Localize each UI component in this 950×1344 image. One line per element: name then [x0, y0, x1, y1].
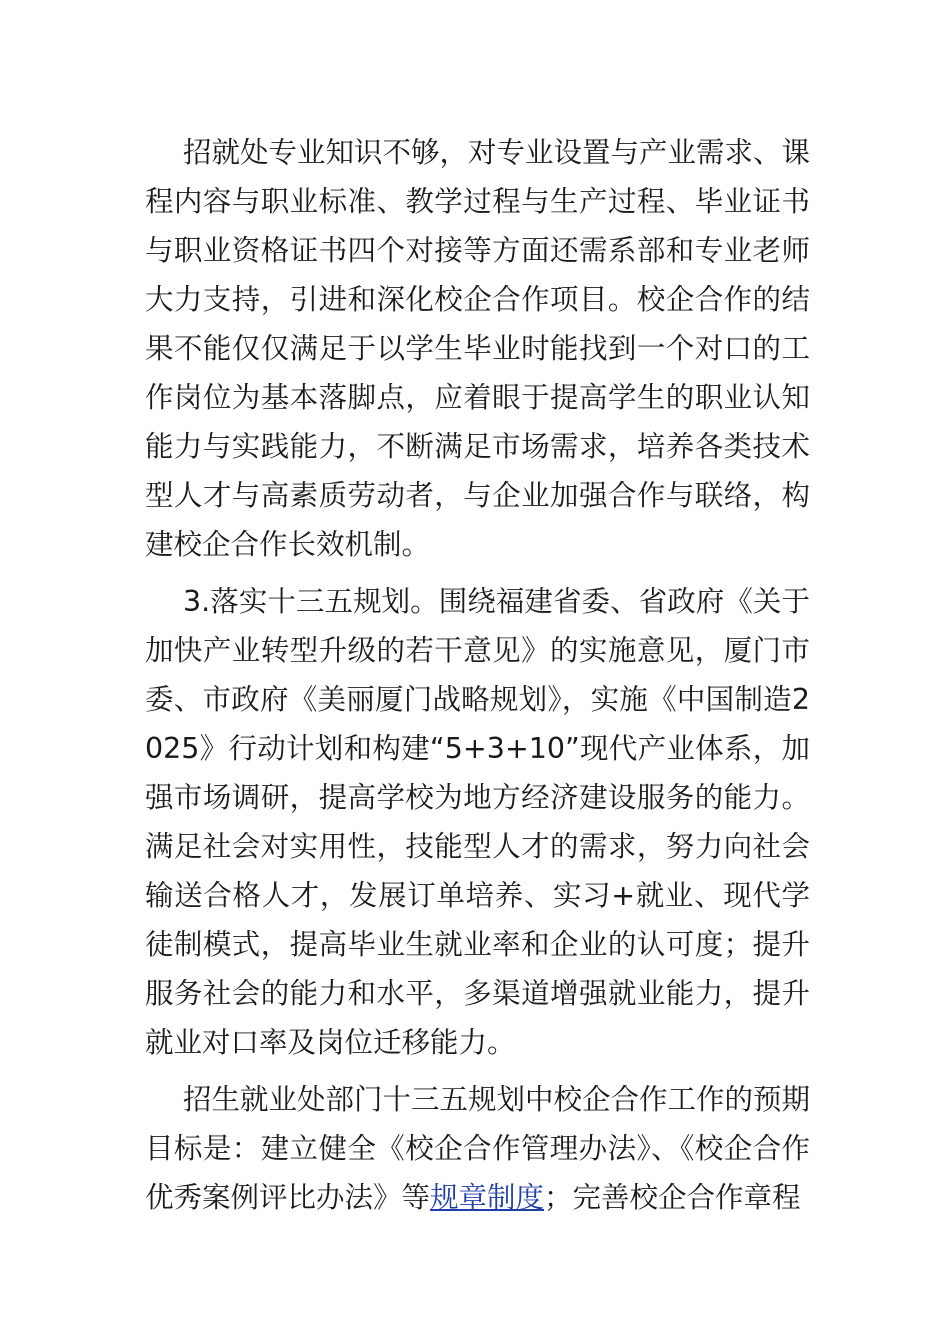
regulations-link[interactable]: 规章制度	[430, 1181, 545, 1214]
paragraph-thirteenth-five-year-plan: 3.落实十三五规划。围绕福建省委、省政府《关于加快产业转型升级的若干意见》的实施意见，厦门市委、市政府《美丽厦门战略规划》，实施《中国制造2025》行动计划和构建“5+3+10”现代产业体系，加强市场调研，提高学校为地方经济建设服务的能力。满足社会对实用性，技能型人才的需求，努力向社会输送合格人才，发展订单培养、实习+就业、现代学徒制模式，提高毕业生就业率和企业的认可度；提升服务社会的能力和水平，多渠道增强就业能力，提升就业对口率及岗位迁移能力。	[145, 585, 810, 1059]
paragraph-text-before-link: 招生就业处部门十三五规划中校企合作工作的预期目标是：建立健全《校企合作管理办法》、《校企合作优秀案例评比办法》等	[145, 1083, 811, 1214]
paragraph-cooperation-goals	[145, 1075, 810, 1222]
paragraph-text-after-link: ；完善校企合作章程	[544, 1181, 801, 1214]
paragraph-school-enterprise-cooperation: 招就处专业知识不够，对专业设置与产业需求、课程内容与职业标准、教学过程与生产过程、毕业证书与职业资格证书四个对接等方面还需系部和专业老师大力支持，引进和深化校企合作项目。校企合作的结果不能仅仅满足于以学生毕业时能找到一个对口的工作岗位为基本落脚点，应着眼于提高学生的职业认知能力与实践能力，不断满足市场需求，培养各类技术型人才与高素质劳动者，与企业加强合作与联络，构建校企合作长效机制。	[145, 136, 811, 561]
